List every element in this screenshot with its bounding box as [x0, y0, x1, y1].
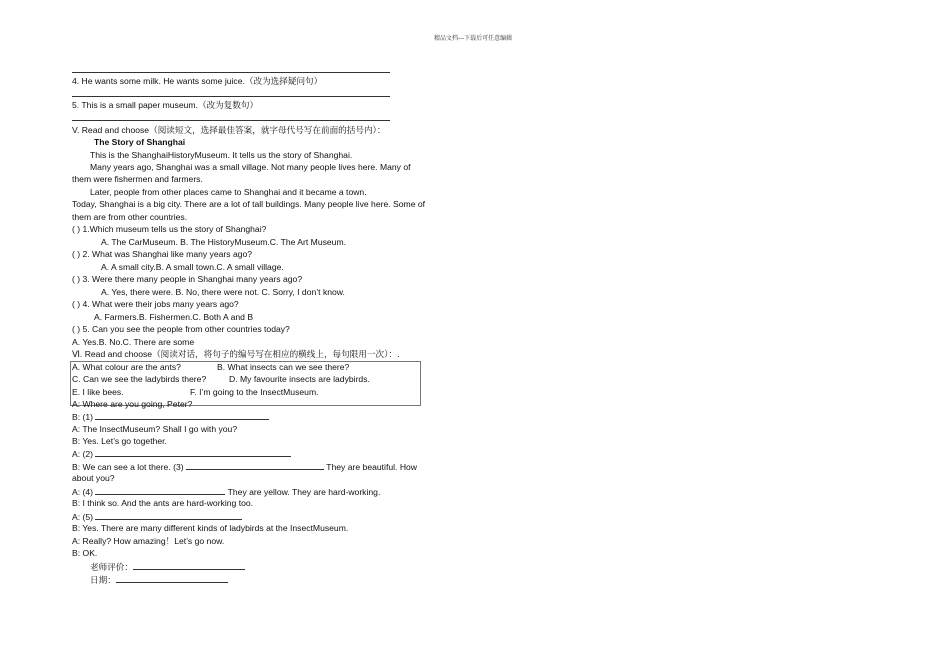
reading-options: A. A small city.B. A small town.C. A small village. [101, 262, 284, 272]
story-line: them are from other countries. [72, 212, 188, 222]
question-4 [72, 76, 322, 88]
question-5 [72, 100, 258, 112]
question-5-text: 5. This is a small paper museum. [72, 100, 198, 110]
teacher-comment-label: 老师评价： [90, 563, 133, 573]
question-5-note: （改为复数句） [197, 101, 259, 111]
dialog-line: B: OK. [72, 548, 98, 558]
dialog-line-text: They are yellow. They are hard-working. [227, 487, 381, 497]
question-4-note: （改为选择疑问句） [244, 77, 323, 87]
reading-options: A. Yes.B. No.C. There are some [72, 337, 195, 347]
dialog-line-text: B: We can see a lot there. (3) [72, 462, 184, 472]
dialog-line: A: Really? How amazing！Let’s go now. [72, 536, 225, 546]
dialog-line: A: The InsectMuseum? Shall I go with you? [72, 424, 238, 434]
blank-5[interactable] [95, 511, 242, 520]
section-6-title: Ⅵ. Read and choose [72, 349, 153, 359]
dialog-line: about you? [72, 473, 115, 483]
dialog-line-text: A: (2) [72, 449, 94, 459]
section-5-heading [72, 125, 385, 137]
answer-line [72, 96, 390, 97]
story-line: This is the ShanghaiHistoryMuseum. It tells us the story of Shanghai. [90, 150, 353, 160]
date-label: 日期： [90, 576, 116, 586]
reading-question: ( ) 5. Can you see the people from other countries today? [72, 324, 290, 334]
section-6-instructions: （阅读对话，将句子的编号写在相应的横线上，每句限用一次）：. [152, 350, 400, 360]
option-a: A. What colour are the ants? [72, 362, 181, 372]
dialog-line [72, 448, 291, 460]
dialog-line [72, 511, 242, 523]
dialog-line-text: A: (5) [72, 512, 94, 522]
dialog-line: B: Yes. There are many different kinds of ladybirds at the InsectMuseum. [72, 523, 349, 533]
dialog-line [72, 461, 417, 473]
story-line: them were fishermen and farmers. [72, 174, 203, 184]
blank-3[interactable] [186, 461, 324, 470]
dialog-line [72, 411, 269, 423]
section-5-instructions: （阅读短文，选择最佳答案，就字母代号写在前面的括号内）： [149, 126, 386, 136]
teacher-comment-field[interactable] [133, 561, 245, 570]
answer-line [72, 72, 390, 73]
dialog-line-text: They are beautiful. How [326, 462, 418, 472]
option-b: B. What insects can we see there? [217, 362, 350, 372]
reading-question: ( ) 4. What were their jobs many years ago? [72, 299, 239, 309]
option-e: E. I like bees. [72, 387, 124, 397]
story-title: The Story of Shanghai [94, 137, 186, 147]
reading-options: A. Yes, there were. B. No, there were not. C. Sorry, I don’t know. [101, 287, 345, 297]
story-line: Many years ago, Shanghai was a small village. Not many people lives here. Many of [90, 162, 411, 172]
dialog-line [72, 486, 380, 498]
question-4-text: 4. He wants some milk. He wants some juice. [72, 76, 245, 86]
date-input[interactable] [116, 574, 228, 583]
blank-4[interactable] [95, 486, 225, 495]
reading-options: A. The CarMuseum. B. The HistoryMuseum.C. The Art Museum. [101, 237, 347, 247]
story-line: Today, Shanghai is a big city. There are a lot of tall buildings. Many people live here. Some of [72, 199, 426, 209]
dialog-line: B: Yes. Let’s go together. [72, 436, 167, 446]
blank-2[interactable] [95, 448, 291, 457]
option-c: C. Can we see the ladybirds there? [72, 374, 207, 384]
teacher-comment [90, 561, 245, 574]
section-5-title: V. Read and choose [72, 125, 150, 135]
reading-question: ( ) 2. What was Shanghai like many years ago? [72, 249, 253, 259]
dialog-line-text: A: (4) [72, 487, 94, 497]
dialog-line-text: B: (1) [72, 412, 94, 422]
date-field [90, 574, 228, 587]
dialog-line: B: I think so. And the ants are hard-working too. [72, 498, 254, 508]
section-6-heading [72, 349, 400, 361]
page-header: 精品文档---下载后可任意编辑 [434, 35, 513, 42]
dialog-line: A: Where are you going, Peter? [72, 399, 193, 409]
reading-question: ( ) 3. Were there many people in Shanghai many years ago? [72, 274, 303, 284]
blank-1[interactable] [95, 411, 269, 420]
option-f: F. I’m going to the InsectMuseum. [190, 387, 319, 397]
answer-line [72, 120, 390, 121]
story-line: Later, people from other places came to Shanghai and it became a town. [90, 187, 367, 197]
reading-options: A. Farmers.B. Fishermen.C. Both A and B [94, 312, 254, 322]
reading-question: ( ) 1.Which museum tells us the story of Shanghai? [72, 224, 267, 234]
option-d: D. My favourite insects are ladybirds. [229, 374, 370, 384]
